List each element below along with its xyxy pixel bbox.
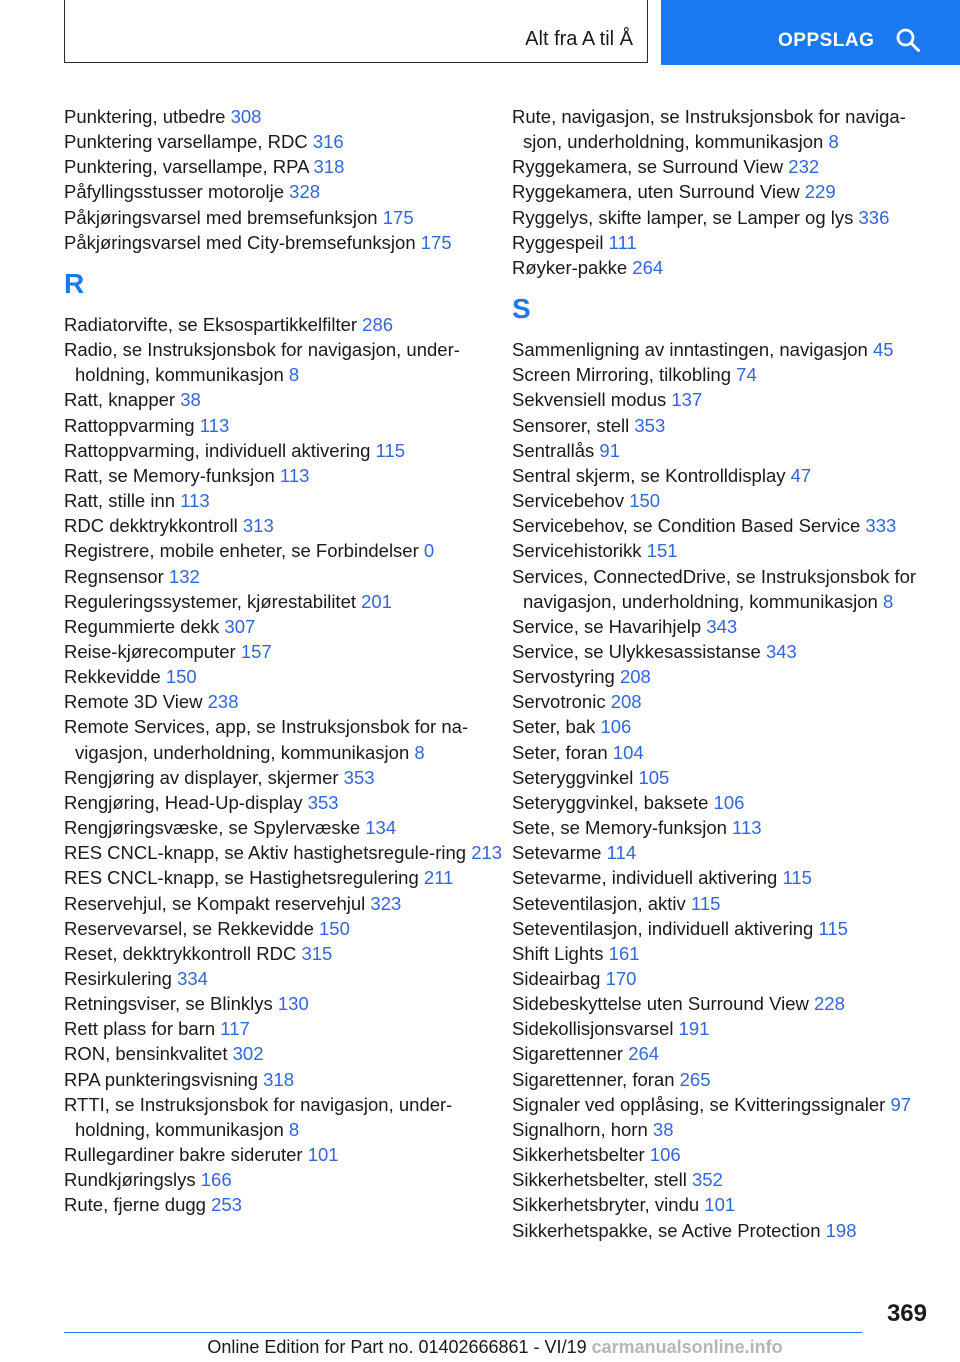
page-reference-link[interactable]: 334 xyxy=(177,968,208,989)
index-entry-text: Punktering, varsellampe, RPA xyxy=(64,156,314,178)
index-entry xyxy=(64,1192,504,1217)
index-entry xyxy=(64,614,504,639)
page-reference-link[interactable]: 113 xyxy=(199,414,230,436)
index-entry-text: Reset, dekktrykkontroll RDC xyxy=(64,942,302,964)
index-entry xyxy=(512,991,942,1016)
index-entry-text: Ryggespeil xyxy=(512,231,609,253)
index-entry xyxy=(512,513,942,538)
index-entry-text: Signalhorn, horn xyxy=(512,1118,653,1140)
index-entry-text: Sikkerhetsbryter, vindu xyxy=(512,1194,705,1216)
index-entry xyxy=(64,1067,504,1092)
header-left-box xyxy=(64,0,648,63)
page-reference-link[interactable]: 106 xyxy=(713,791,745,813)
index-entry xyxy=(64,1142,504,1167)
page-reference-link[interactable]: 47 xyxy=(790,464,812,486)
page-reference-link[interactable]: 238 xyxy=(207,691,239,713)
index-entry xyxy=(512,840,942,865)
index-entry-text: Sekvensiell modus xyxy=(512,389,672,411)
page-reference-link[interactable]: 333 xyxy=(865,515,897,537)
index-entry xyxy=(512,740,942,765)
index-entry-text: Seteventilasjon, individuell aktivering xyxy=(512,917,819,939)
search-icon[interactable] xyxy=(895,27,921,53)
index-entry xyxy=(512,362,942,387)
index-entry-text: RDC dekktrykkontroll xyxy=(64,515,243,537)
tab-oppslag-label: OPPSLAG xyxy=(778,30,875,51)
page-reference-link[interactable]: 106 xyxy=(649,1144,681,1166)
index-entry xyxy=(512,815,942,840)
page-reference-link[interactable]: 101 xyxy=(704,1194,736,1216)
index-entry xyxy=(512,1192,942,1217)
index-entry-text: Regnsensor xyxy=(64,565,169,587)
index-entry xyxy=(512,916,942,941)
index-entry-text: Sentral skjerm, se Kontrolldisplay xyxy=(512,464,791,486)
index-entry xyxy=(64,463,504,488)
index-entry xyxy=(64,639,504,664)
page-reference-link[interactable]: 264 xyxy=(628,1043,660,1065)
page-reference-link[interactable]: 318 xyxy=(313,156,345,178)
index-entry-text: Ratt, se Memory-funksjon xyxy=(64,464,280,486)
index-entry-text: Services, ConnectedDrive, se Instruksjonsbok for navigasjon, underholdning, kommunikasjon xyxy=(512,565,917,612)
watermark: carmanualsonline.info xyxy=(591,1337,783,1357)
index-entry-text: Seteventilasjon, aktiv xyxy=(512,892,691,914)
page-reference-link[interactable]: 343 xyxy=(706,615,738,637)
index-entry-text: Påkjøringsvarsel med bremsefunksjon xyxy=(64,206,383,228)
index-entry-text: Rekkevidde xyxy=(64,666,166,688)
index-entry-text: Rute, fjerne dugg xyxy=(64,1194,212,1216)
index-entry xyxy=(64,840,504,865)
index-letter-heading: S xyxy=(512,293,531,325)
index-entry xyxy=(64,179,504,204)
page-reference-link[interactable]: 137 xyxy=(671,389,703,411)
index-entry xyxy=(512,1092,942,1117)
page-reference-link[interactable]: 352 xyxy=(691,1169,723,1191)
index-entry xyxy=(64,129,504,154)
index-entry xyxy=(512,564,942,614)
page-reference-link[interactable]: 201 xyxy=(361,590,393,612)
index-entry xyxy=(64,1167,504,1192)
index-entry xyxy=(512,1016,942,1041)
page-reference-link[interactable]: 45 xyxy=(872,339,894,361)
page-reference-link[interactable]: 343 xyxy=(765,640,797,662)
index-entry xyxy=(512,1167,942,1192)
index-entry-text: Rengjøring, Head-Up-display xyxy=(64,791,308,813)
page-reference-link[interactable]: 208 xyxy=(610,691,642,713)
index-entry-text: Sideairbag xyxy=(512,968,606,989)
index-entry-text: Sete, se Memory-funksjon xyxy=(512,817,733,839)
footer-divider xyxy=(64,1332,862,1333)
index-entry-text: Service, se Havarihjelp xyxy=(512,615,707,637)
page-reference-link[interactable]: 313 xyxy=(242,515,274,537)
index-entry-text: Ryggelys, skifte lamper, se Lamper og lys xyxy=(512,206,859,228)
page-reference-link[interactable]: 175 xyxy=(420,231,452,253)
index-entry xyxy=(512,891,942,916)
page-reference-link[interactable]: 117 xyxy=(220,1018,250,1040)
index-entry-text: Seteryggvinkel xyxy=(512,766,639,788)
page-reference-link[interactable]: 353 xyxy=(307,791,339,813)
page-reference-link[interactable]: 113 xyxy=(279,464,310,486)
page-reference-link[interactable]: 97 xyxy=(890,1093,912,1115)
index-entry-text: Regummierte dekk xyxy=(64,615,225,637)
index-entry xyxy=(512,689,942,714)
index-entry xyxy=(512,154,942,179)
page-reference-link[interactable]: 161 xyxy=(608,942,640,964)
page-reference-link[interactable]: 151 xyxy=(646,540,678,562)
index-entry-text: Sammenligning av inntastingen, navigasjon xyxy=(512,339,873,361)
index-entry xyxy=(64,916,504,941)
index-entry xyxy=(512,387,942,412)
page-reference-link[interactable]: 157 xyxy=(240,640,272,662)
index-entry-text: RON, bensinkvalitet xyxy=(64,1043,233,1065)
page-reference-link[interactable]: 101 xyxy=(307,1144,339,1166)
index-entry-text: Påkjøringsvarsel med City-bremsefunksjon xyxy=(64,231,421,253)
page-reference-link[interactable]: 264 xyxy=(632,256,664,278)
index-entry-text: Rullegardiner bakre sideruter xyxy=(64,1144,308,1166)
index-entry xyxy=(512,179,942,204)
index-entry-text: Sikkerhetspakke, se Active Protection xyxy=(512,1219,826,1241)
page-reference-link[interactable]: 150 xyxy=(629,490,661,512)
page-reference-link[interactable]: 150 xyxy=(165,666,197,688)
index-entry-text: Servicehistorikk xyxy=(512,540,647,562)
index-entry xyxy=(64,664,504,689)
index-entry xyxy=(64,337,504,387)
index-entry-text: Remote 3D View xyxy=(64,691,208,713)
index-entry xyxy=(512,865,942,890)
index-entry xyxy=(64,1041,504,1066)
index-entry xyxy=(512,639,942,664)
index-entry-text: Sikkerhetsbelter, stell xyxy=(512,1169,692,1191)
page-reference-link[interactable]: 232 xyxy=(788,156,820,178)
index-entry xyxy=(64,815,504,840)
index-entry xyxy=(512,1218,942,1243)
page-reference-link[interactable]: 38 xyxy=(180,389,201,411)
page-reference-link[interactable]: 8 xyxy=(828,131,839,153)
index-entry xyxy=(512,230,942,255)
index-entry-text: Sikkerhetsbelter xyxy=(512,1144,650,1166)
index-entry-text: Servostyring xyxy=(512,666,620,688)
page-reference-link[interactable]: 307 xyxy=(224,615,256,637)
index-entry xyxy=(512,790,942,815)
index-entry xyxy=(64,438,504,463)
page-reference-link[interactable]: 323 xyxy=(370,892,402,914)
index-entry xyxy=(512,941,942,966)
index-entry xyxy=(512,966,942,991)
index-entry-text: Remote Services, app, se Instruksjonsbok for na-vigasjon, underholdning, kommunikasjon xyxy=(64,716,469,763)
page-reference-link[interactable]: 318 xyxy=(263,1068,295,1090)
index-entry-text: Servicebehov xyxy=(512,490,630,512)
index-entry-text: Setevarme, individuell aktivering xyxy=(512,867,783,889)
index-column-right xyxy=(512,104,942,1243)
page-reference-link[interactable]: 308 xyxy=(230,106,262,127)
page-reference-link[interactable]: 132 xyxy=(168,565,200,587)
index-entry xyxy=(64,513,504,538)
index-entry-text: RES CNCL-knapp, se Hastighetsregulering xyxy=(64,867,424,889)
index-entry xyxy=(64,387,504,412)
index-entry xyxy=(512,714,942,739)
index-entry-text: Sigarettenner, foran xyxy=(512,1068,680,1090)
page-reference-link[interactable]: 8 xyxy=(414,741,425,763)
index-entry-text: Service, se Ulykkesassistanse xyxy=(512,640,766,662)
page-reference-link[interactable]: 8 xyxy=(288,1118,300,1140)
page-reference-link[interactable]: 286 xyxy=(362,313,394,335)
page-reference-link[interactable]: 111 xyxy=(608,231,637,253)
index-entry xyxy=(512,205,942,230)
index-entry-text: Resirkulering xyxy=(64,968,178,989)
index-entry-text: Shift Lights xyxy=(512,942,609,964)
index-entry-text: Rattoppvarming, individuell aktivering xyxy=(64,439,376,461)
index-entry-text: Setevarme xyxy=(512,842,607,864)
index-entry-text: RPA punkteringsvisning xyxy=(64,1068,264,1090)
page-reference-link[interactable]: 130 xyxy=(277,993,309,1015)
index-entry-text: Påfyllingsstusser motorolje xyxy=(64,181,290,203)
index-entry-text: Reise-kjørecomputer xyxy=(64,640,241,662)
index-entry xyxy=(64,714,504,764)
page-reference-link[interactable]: 353 xyxy=(343,766,375,788)
index-entry-text: Røyker-pakke xyxy=(512,256,633,278)
page-reference-link[interactable]: 115 xyxy=(375,439,406,461)
index-entry-text: Rundkjøringslys xyxy=(64,1169,201,1191)
edition-text: Online Edition for Part no. 01402666861 - VI/19 xyxy=(207,1337,587,1357)
index-entry xyxy=(512,765,942,790)
page-reference-link[interactable]: 91 xyxy=(599,439,620,461)
index-entry xyxy=(64,312,504,337)
index-entry-text: Radio, se Instruksjonsbok for navigasjon, under-holdning, kommunikasjon xyxy=(64,339,460,386)
page-reference-link[interactable]: 265 xyxy=(679,1068,711,1090)
page-reference-link[interactable]: 316 xyxy=(312,131,344,153)
index-entry xyxy=(512,1067,942,1092)
index-entry xyxy=(512,1142,942,1167)
section-title: Alt fra A til Å xyxy=(525,28,633,50)
index-entry-text: Reservehjul, se Kompakt reservehjul xyxy=(64,892,371,914)
index-entry xyxy=(64,104,504,129)
index-entry-text: Servicebehov, se Condition Based Service xyxy=(512,515,866,537)
page-reference-link[interactable]: 114 xyxy=(606,842,637,864)
page-reference-link[interactable]: 213 xyxy=(471,842,503,864)
index-entry xyxy=(64,991,504,1016)
page-reference-link[interactable]: 353 xyxy=(634,414,666,436)
page-number: 369 xyxy=(886,1300,927,1327)
index-entry xyxy=(64,589,504,614)
index-entry xyxy=(512,255,942,280)
page-reference-link[interactable]: 253 xyxy=(211,1194,242,1216)
index-entry-text: Ratt, stille inn xyxy=(64,490,181,512)
page-reference-link[interactable]: 166 xyxy=(200,1169,232,1191)
index-entry xyxy=(512,1117,942,1142)
page-reference-link[interactable]: 115 xyxy=(818,917,848,939)
index-entry-text: Signaler ved opplåsing, se Kvitteringssignaler xyxy=(512,1093,891,1115)
page-reference-link[interactable]: 113 xyxy=(732,817,762,839)
page-reference-link[interactable]: 302 xyxy=(232,1043,264,1065)
page-reference-link[interactable]: 328 xyxy=(289,181,321,203)
index-entry-text: Ryggekamera, uten Surround View xyxy=(512,181,805,203)
page-reference-link[interactable]: 38 xyxy=(652,1118,674,1140)
index-entry xyxy=(64,966,504,991)
page-reference-link[interactable]: 170 xyxy=(605,968,637,989)
page-reference-link[interactable]: 105 xyxy=(638,766,670,788)
page-reference-link[interactable]: 104 xyxy=(612,741,644,763)
index-entry xyxy=(64,1016,504,1041)
page-reference-link[interactable]: 191 xyxy=(678,1018,710,1040)
index-entry-text: Reguleringssystemer, kjørestabilitet xyxy=(64,590,362,612)
page-reference-link[interactable]: 8 xyxy=(288,364,300,386)
page-reference-link[interactable]: 115 xyxy=(782,867,812,889)
index-entry-text: Reservevarsel, se Rekkevidde xyxy=(64,917,319,939)
tab-oppslag[interactable] xyxy=(661,0,960,65)
page-reference-link[interactable]: 134 xyxy=(365,817,397,839)
index-entry xyxy=(512,413,942,438)
index-entry xyxy=(64,564,504,589)
index-entry xyxy=(512,614,942,639)
page-reference-link[interactable]: 8 xyxy=(882,590,894,612)
index-entry-text: Radiatorvifte, se Eksospartikkelfilter xyxy=(64,313,363,335)
index-entry-text: Retningsviser, se Blinklys xyxy=(64,993,278,1015)
index-entry-text: Sensorer, stell xyxy=(512,414,635,436)
index-entry xyxy=(64,154,504,179)
index-entry xyxy=(512,488,942,513)
index-entry-text: Sigarettenner xyxy=(512,1043,629,1065)
index-entry xyxy=(512,538,942,563)
index-entry-text: Seter, foran xyxy=(512,741,613,763)
index-entry xyxy=(512,337,942,362)
index-entry-text: Seteryggvinkel, baksete xyxy=(512,791,714,813)
index-entry xyxy=(512,463,942,488)
index-entry-text: RTTI, se Instruksjonsbok for navigasjon, under-holdning, kommunikasjon xyxy=(64,1093,453,1140)
index-entry-text: Punktering varsellampe, RDC xyxy=(64,131,313,153)
index-entry-text: Sidekollisjonsvarsel xyxy=(512,1018,679,1040)
index-entry-text: Rett plass for barn xyxy=(64,1018,221,1040)
index-entry-text: Rattoppvarming xyxy=(64,414,200,436)
index-entry-text: Ryggekamera, se Surround View xyxy=(512,156,789,178)
index-entry xyxy=(64,205,504,230)
page-reference-link[interactable]: 228 xyxy=(814,993,845,1015)
index-entry xyxy=(64,891,504,916)
index-entry-text: Rengjøringsvæske, se Spylervæske xyxy=(64,817,366,839)
index-entry xyxy=(512,1041,942,1066)
index-entry xyxy=(64,865,504,890)
index-entry-text: Rute, navigasjon, se Instruksjonsbok for naviga-sjon, underholdning, kommunikasjon xyxy=(512,106,906,153)
index-entry-text: RES CNCL-knapp, se Aktiv hastighetsregule-ring xyxy=(64,842,472,864)
page-reference-link[interactable]: 115 xyxy=(690,892,721,914)
page-reference-link[interactable]: 0 xyxy=(423,540,435,562)
index-entry xyxy=(64,1092,504,1142)
index-entry xyxy=(64,488,504,513)
index-entry-text: Ratt, knapper xyxy=(64,389,181,411)
page-reference-link[interactable]: 315 xyxy=(301,942,333,964)
index-entry-text: Registrere, mobile enheter, se Forbindelser xyxy=(64,540,424,562)
footer xyxy=(0,1337,960,1358)
index-entry xyxy=(64,413,504,438)
index-column-left xyxy=(64,104,504,1218)
index-entry xyxy=(64,941,504,966)
page-reference-link[interactable]: 336 xyxy=(858,206,890,228)
index-entry-text: Sentrallås xyxy=(512,439,600,461)
page-reference-link[interactable]: 106 xyxy=(600,716,632,738)
page-reference-link[interactable]: 175 xyxy=(382,206,414,228)
index-entry xyxy=(64,790,504,815)
index-entry xyxy=(512,104,942,154)
index-entry xyxy=(64,689,504,714)
page-reference-link[interactable]: 74 xyxy=(736,364,757,386)
index-entry xyxy=(512,438,942,463)
index-entry xyxy=(512,664,942,689)
index-entry xyxy=(64,538,504,563)
page-reference-link[interactable]: 198 xyxy=(825,1219,857,1241)
index-letter-heading: R xyxy=(64,267,85,299)
index-entry xyxy=(64,230,504,255)
index-entry-text: Servotronic xyxy=(512,691,611,713)
page-reference-link[interactable]: 229 xyxy=(804,181,836,203)
page-reference-link[interactable]: 211 xyxy=(423,867,454,889)
index-entry-text: Seter, bak xyxy=(512,716,601,738)
index-entry xyxy=(64,765,504,790)
page-reference-link[interactable]: 208 xyxy=(619,666,651,688)
index-entry-text: Punktering, utbedre xyxy=(64,106,231,127)
index-entry-text: Screen Mirroring, tilkobling xyxy=(512,364,737,386)
page-reference-link[interactable]: 150 xyxy=(319,917,350,939)
index-entry-text: Rengjøring av displayer, skjermer xyxy=(64,766,344,788)
index-entry-text: Sidebeskyttelse uten Surround View xyxy=(512,993,815,1015)
page-reference-link[interactable]: 113 xyxy=(180,490,210,512)
